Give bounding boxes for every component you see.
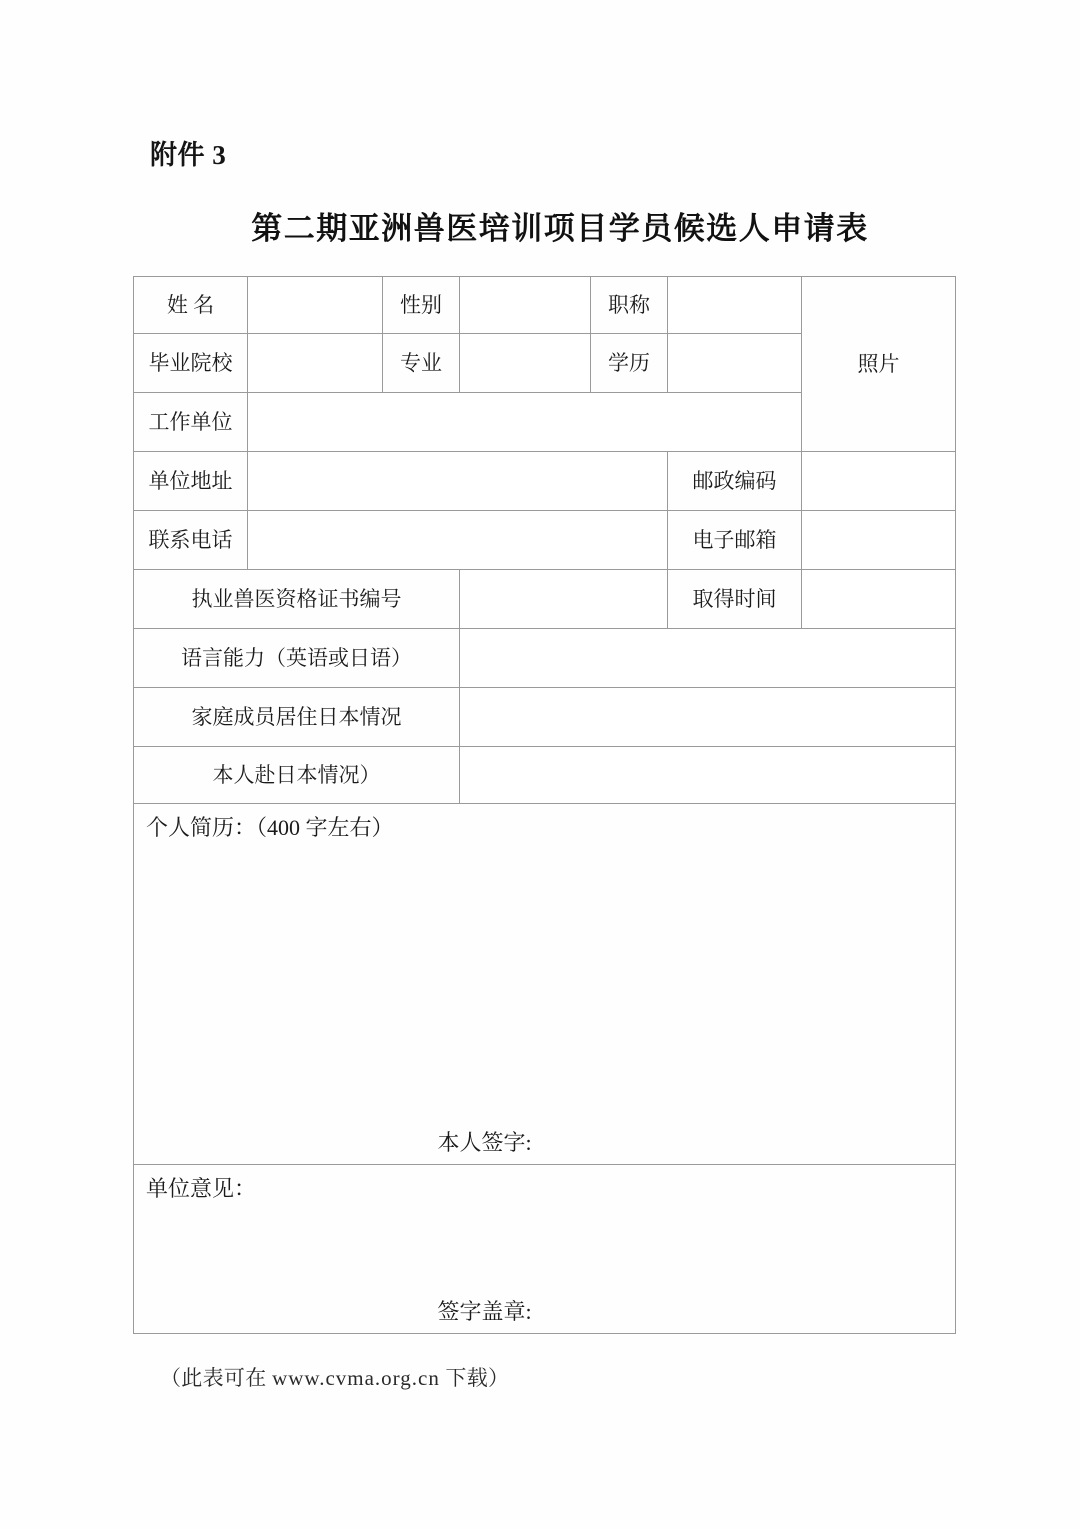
label-gender: 性别 bbox=[383, 277, 460, 334]
footer-url-text: www.cvma.org.cn bbox=[272, 1366, 440, 1390]
footer-download-note bbox=[160, 1362, 509, 1392]
label-applicant-signature: 本人签字: bbox=[437, 1129, 532, 1155]
field-phone-value[interactable] bbox=[248, 511, 668, 570]
label-phone: 联系电话 bbox=[134, 511, 248, 570]
field-unit-address-value[interactable] bbox=[248, 452, 668, 511]
label-work-unit: 工作单位 bbox=[134, 393, 248, 452]
page-title: 第二期亚洲兽医培训项目学员候选人申请表 bbox=[251, 211, 869, 246]
photo-placeholder[interactable]: 照片 bbox=[802, 277, 956, 452]
table-row-family-japan bbox=[134, 688, 956, 747]
label-obtained-date: 取得时间 bbox=[668, 570, 802, 629]
field-self-visit-japan-value[interactable] bbox=[460, 747, 956, 804]
label-resume: 个人简历：（400 字左右） bbox=[146, 815, 394, 840]
attachment-label: 附件 3 bbox=[150, 140, 227, 170]
label-unit-address: 单位地址 bbox=[134, 452, 248, 511]
label-name: 姓 名 bbox=[134, 277, 248, 334]
table-row-phone bbox=[134, 511, 956, 570]
table-row-unit-opinion bbox=[134, 1165, 956, 1334]
footer-prefix-text: （此表可在 bbox=[160, 1366, 273, 1390]
field-postcode-value[interactable] bbox=[802, 452, 956, 511]
table-row-certificate bbox=[134, 570, 956, 629]
field-job-title-value[interactable] bbox=[668, 277, 802, 334]
label-email: 电子邮箱 bbox=[668, 511, 802, 570]
field-family-residing-japan-value[interactable] bbox=[460, 688, 956, 747]
footer-suffix-text: 下载） bbox=[439, 1366, 510, 1390]
table-row-unit-address bbox=[134, 452, 956, 511]
label-postcode: 邮政编码 bbox=[668, 452, 802, 511]
unit-opinion-block[interactable] bbox=[134, 1165, 956, 1334]
table-row-resume bbox=[134, 804, 956, 1165]
label-major: 专业 bbox=[383, 334, 460, 393]
label-graduate-school: 毕业院校 bbox=[134, 334, 248, 393]
field-gender-value[interactable] bbox=[460, 277, 591, 334]
application-form-table bbox=[133, 276, 956, 1334]
label-unit-opinion: 单位意见： bbox=[146, 1176, 257, 1201]
field-work-unit-value[interactable] bbox=[248, 393, 802, 452]
field-certificate-number-value[interactable] bbox=[460, 570, 668, 629]
field-email-value[interactable] bbox=[802, 511, 956, 570]
field-major-value[interactable] bbox=[460, 334, 591, 393]
field-obtained-date-value[interactable] bbox=[802, 570, 956, 629]
table-row-self-visit-japan bbox=[134, 747, 956, 804]
field-graduate-school-value[interactable] bbox=[248, 334, 383, 393]
field-education-value[interactable] bbox=[668, 334, 802, 393]
label-job-title: 职称 bbox=[591, 277, 668, 334]
label-education: 学历 bbox=[591, 334, 668, 393]
resume-block[interactable] bbox=[134, 804, 956, 1165]
label-signature-and-stamp: 签字盖章: bbox=[437, 1298, 532, 1324]
label-language-ability: 语言能力（英语或日语） bbox=[134, 629, 460, 688]
label-certificate-number: 执业兽医资格证书编号 bbox=[134, 570, 460, 629]
field-name-value[interactable] bbox=[248, 277, 383, 334]
label-family-residing-japan: 家庭成员居住日本情况 bbox=[134, 688, 460, 747]
label-self-visit-japan: 本人赴日本情况） bbox=[134, 747, 460, 804]
field-language-ability-value[interactable] bbox=[460, 629, 956, 688]
table-row-name bbox=[134, 277, 956, 334]
table-row-language bbox=[134, 629, 956, 688]
